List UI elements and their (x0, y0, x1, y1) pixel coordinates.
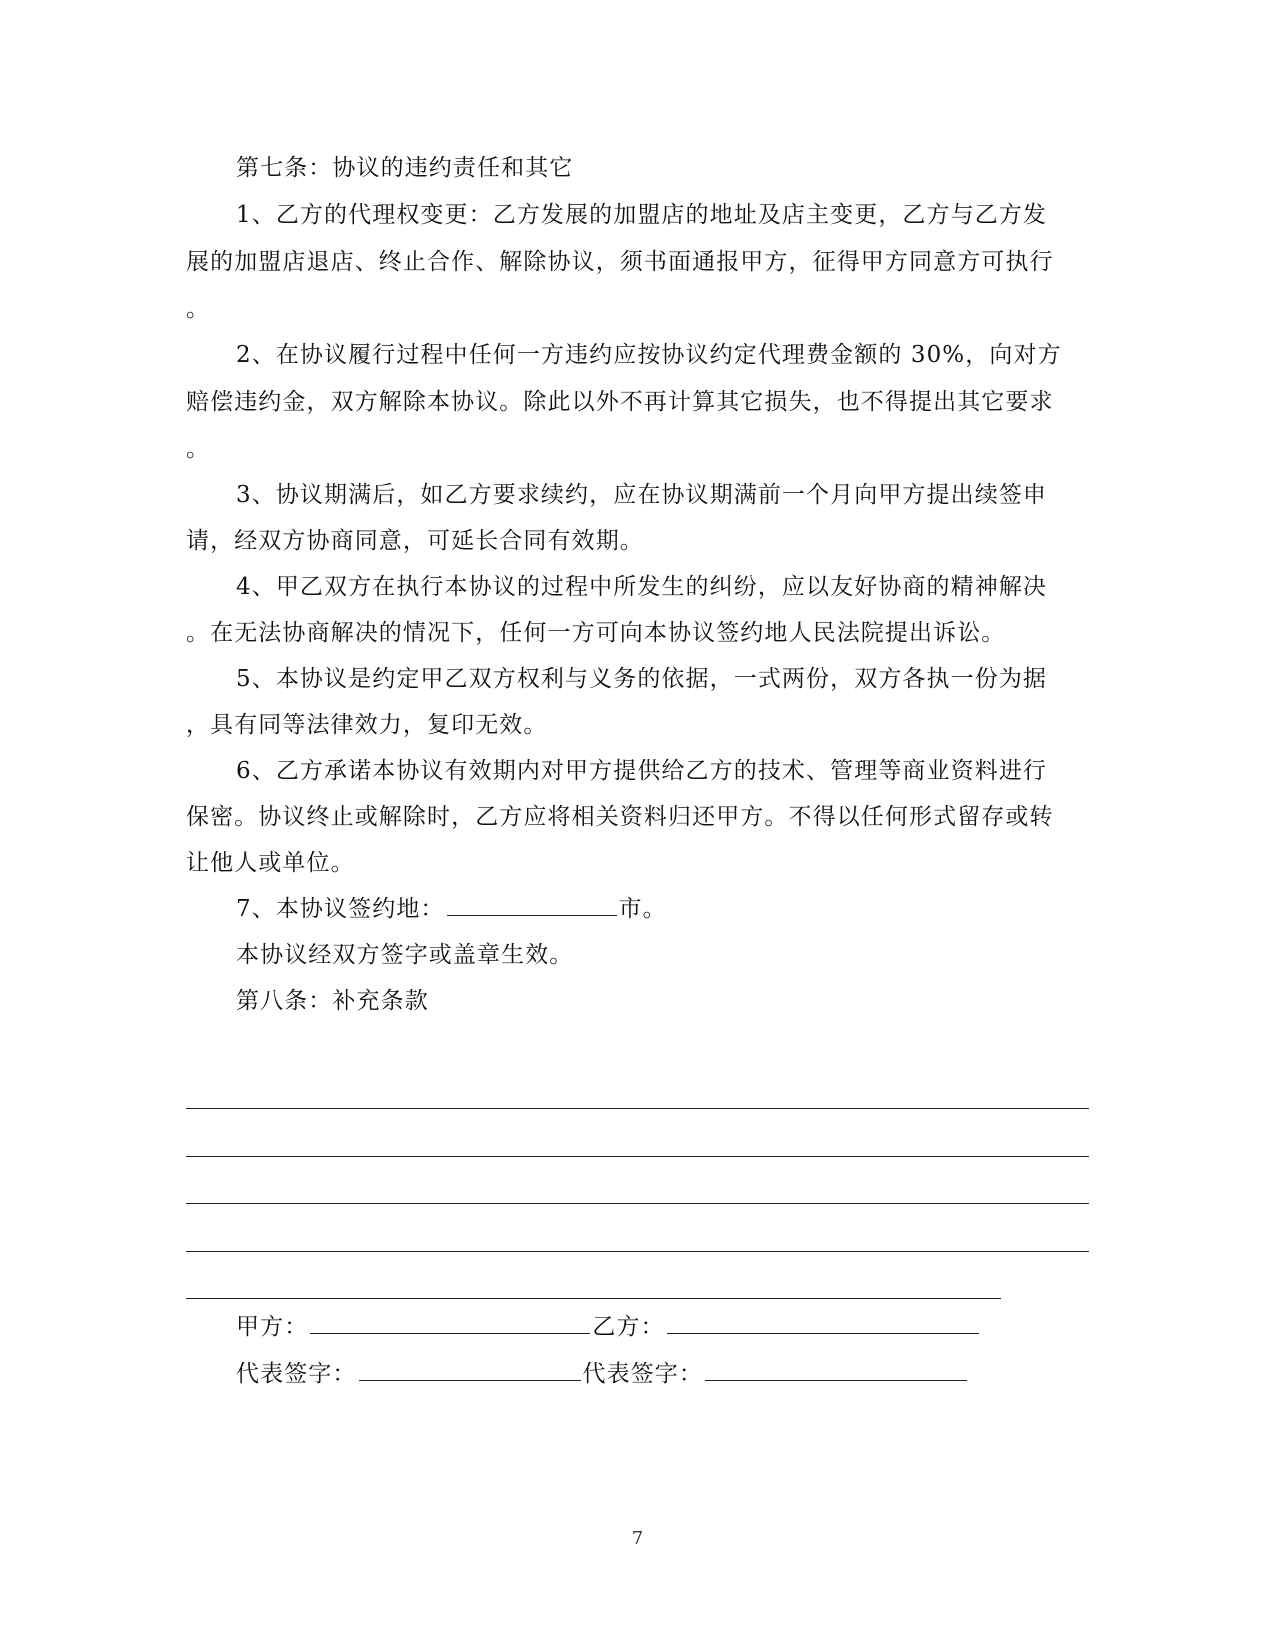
clause-5-line-1: 5、本协议是约定甲乙双方权利与义务的依据，一式两份，双方各执一份为据 (236, 666, 1048, 692)
clause-1-line-2: 展的加盟店退店、终止合作、解除协议，须书面通报甲方，征得甲方同意方可执行 (186, 249, 1054, 275)
supplement-line-4[interactable] (186, 1251, 1089, 1252)
clause-7-prefix: 7、本协议签约地： (236, 896, 445, 922)
signing-city-blank[interactable] (447, 895, 617, 916)
clause-6-line-1: 6、乙方承诺本协议有效期内对甲方提供给乙方的技术、管理等商业资料进行 (236, 758, 1048, 784)
effective-note: 本协议经双方签字或盖章生效。 (236, 942, 574, 968)
supplement-line-5[interactable] (186, 1298, 1001, 1299)
representative-signature-row (236, 1359, 1136, 1389)
party-b-field[interactable] (667, 1313, 979, 1334)
supplement-line-2[interactable] (186, 1156, 1089, 1157)
supplement-line-1[interactable] (186, 1108, 1089, 1109)
rep-b-label: 代表签字： (582, 1361, 703, 1387)
clause-2-line-1: 2、在协议履行过程中任何一方违约应按协议约定代理费金额的 30%，向对方 (236, 342, 1062, 368)
rep-a-field[interactable] (359, 1360, 581, 1381)
page-number: 7 (631, 1528, 644, 1549)
clause-4-line-2: 。在无法协商解决的情况下，任何一方可向本协议签约地人民法院提出诉讼。 (186, 620, 1006, 646)
clause-6-line-2: 保密。协议终止或解除时，乙方应将相关资料归还甲方。不得以任何形式留存或转 (186, 804, 1054, 830)
clause-6-line-3: 让他人或单位。 (186, 850, 355, 876)
section-heading-7: 第七条：协议的违约责任和其它 (236, 155, 574, 181)
clause-2-line-2: 赔偿违约金，双方解除本协议。除此以外不再计算其它损失，也不得提出其它要求 (186, 389, 1054, 415)
rep-b-field[interactable] (705, 1360, 967, 1381)
rep-a-label: 代表签字： (236, 1361, 357, 1387)
clause-5-line-2: ，具有同等法律效力，复印无效。 (186, 712, 548, 738)
clause-1-line-3: 。 (186, 296, 211, 322)
party-a-field[interactable] (310, 1313, 590, 1334)
clause-7-suffix: 市。 (618, 896, 667, 922)
clause-3-line-1: 3、协议期满后，如乙方要求续约，应在协议期满前一个月向甲方提出续签申 (236, 482, 1048, 508)
party-b-label: 乙方： (592, 1314, 665, 1340)
party-a-label: 甲方： (236, 1314, 309, 1340)
clause-7 (236, 894, 1136, 924)
clause-2-line-3: 。 (186, 436, 211, 462)
clause-1-line-1: 1、乙方的代理权变更：乙方发展的加盟店的地址及店主变更，乙方与乙方发 (236, 202, 1048, 228)
clause-4-line-1: 4、甲乙双方在执行本协议的过程中所发生的纠纷，应以友好协商的精神解决 (236, 574, 1048, 600)
section-heading-8: 第八条：补充条款 (236, 988, 429, 1014)
supplement-line-3[interactable] (186, 1203, 1089, 1204)
clause-3-line-2: 请，经双方协商同意，可延长合同有效期。 (186, 528, 644, 554)
party-signature-row (236, 1312, 1136, 1342)
